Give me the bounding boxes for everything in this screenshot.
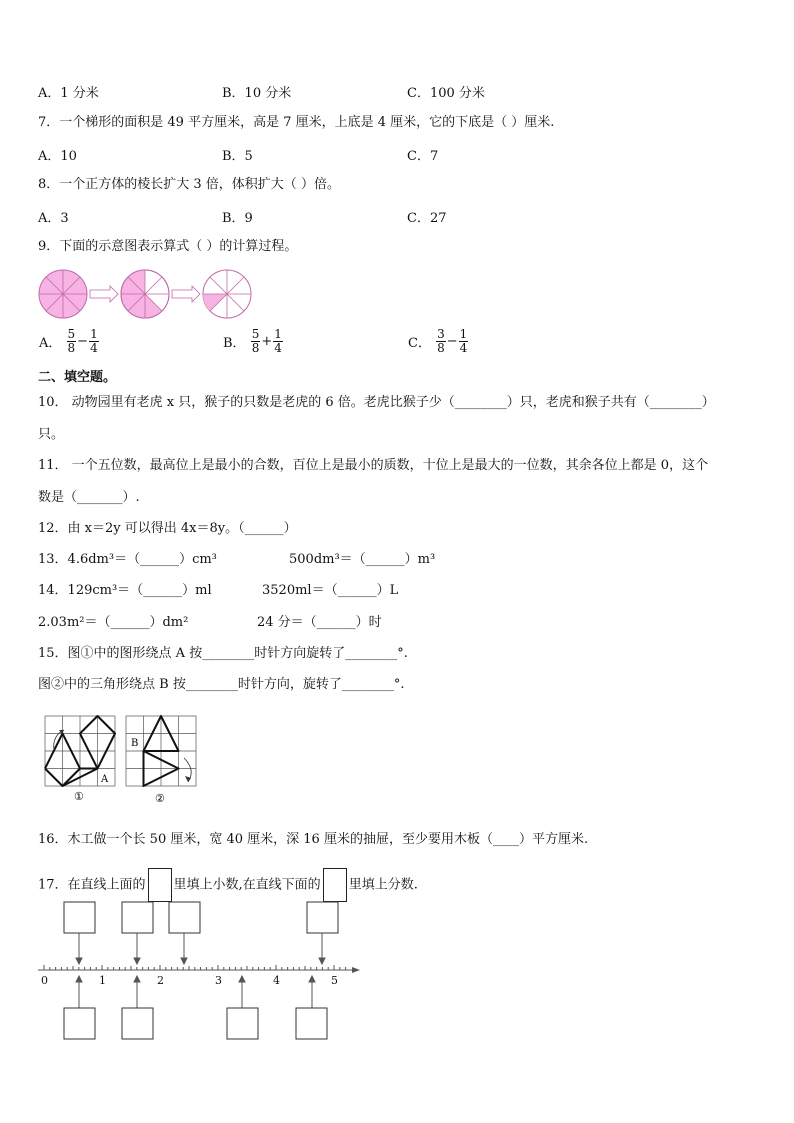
fraction-answer-box[interactable] <box>227 1008 258 1039</box>
q7-question: 7．一个梯形的面积是 49 平方厘米，高是 7 厘米，上底是 4 厘米，它的下底是（ ）厘米. <box>38 115 555 130</box>
q9-option-c <box>407 328 468 355</box>
grid-figure-2 <box>126 716 196 805</box>
q14b-right: 24 分＝（______）时 <box>257 615 382 630</box>
q9-question: 9．下面的示意图表示算式（ ）的计算过程。 <box>38 239 298 254</box>
q11-line1: 11． 一个五位数，最高位上是最小的合数，百位上是最小的质数，十位上是最大的一位数，其余各位上都是 0，这个 <box>38 458 709 473</box>
fraction <box>459 328 469 355</box>
operator: − <box>446 334 458 349</box>
fraction-numerator: 5 <box>251 327 260 341</box>
q11-line2: 数是（_______）. <box>38 490 140 505</box>
point-a-label: A <box>101 774 109 785</box>
decimal-answer-box[interactable] <box>169 902 200 933</box>
q9-option-b-label: B． <box>223 336 246 351</box>
fraction-numerator: 1 <box>90 327 98 341</box>
q7-option-b: B．5 <box>222 149 253 164</box>
q9-option-a <box>38 328 99 355</box>
q13-right: 500dm³＝（______）m³ <box>289 552 436 567</box>
q12-question: 12．由 x＝2y 可以得出 4x＝8y。（______） <box>38 521 297 536</box>
q9-option-c-label: C． <box>408 336 431 351</box>
q14b-left: 2.03m²＝（______）dm² <box>38 615 189 630</box>
fraction <box>67 328 77 355</box>
q8-option-c: C．27 <box>407 211 447 226</box>
fraction-answer-box[interactable] <box>64 1008 95 1039</box>
operator: − <box>77 334 89 349</box>
decimal-answer-box[interactable] <box>122 902 153 933</box>
fraction-denominator: 4 <box>274 341 282 355</box>
tick-label-4: 4 <box>273 974 280 987</box>
fraction <box>273 328 283 355</box>
fraction-denominator: 8 <box>67 341 76 355</box>
q10-line2: 只。 <box>38 427 65 442</box>
arrow-right-icon <box>90 286 118 302</box>
q15-line1: 15．图①中的图形绕点 A 按________时针方向旋转了________°. <box>38 646 408 661</box>
fraction-denominator: 8 <box>251 341 260 355</box>
pie-diagram <box>38 268 258 324</box>
fraction <box>251 328 261 355</box>
point-b-label: B <box>131 738 139 749</box>
q14-right: 3520ml＝（______）L <box>262 583 399 598</box>
fraction-numerator: 1 <box>459 327 468 341</box>
fraction-numerator: 1 <box>274 327 282 341</box>
q9-option-a-label: A． <box>39 336 62 351</box>
fraction-numerator: 5 <box>67 327 76 341</box>
number-line <box>30 896 370 1046</box>
tick-label-1: 1 <box>99 974 106 987</box>
fraction-denominator: 4 <box>90 341 98 355</box>
q13-left: 13．4.6dm³＝（______）cm³ <box>38 552 217 567</box>
q8-option-a: A．3 <box>38 211 69 226</box>
q6-option-c: C．100 分米 <box>407 86 485 101</box>
tick-label-5: 5 <box>331 974 338 987</box>
q17-part1: 17．在直线上面的 <box>38 877 146 893</box>
q9-option-b <box>222 328 283 355</box>
fraction-answer-box[interactable] <box>122 1008 153 1039</box>
q7-option-c: C．7 <box>407 149 439 164</box>
q16-question: 16．木工做一个长 50 厘米，宽 40 厘米，深 16 厘米的抽屉，至少要用木板（____）平方厘米. <box>38 832 589 847</box>
decimal-answer-box[interactable] <box>307 902 338 933</box>
rotation-figures <box>38 712 208 806</box>
q17-part2: 里填上小数,在直线下面的 <box>173 877 321 893</box>
q14-left: 14．129cm³＝（______）ml <box>38 583 212 598</box>
fraction-denominator: 4 <box>459 341 468 355</box>
tick-label-2: 2 <box>157 974 164 987</box>
arrow-right-icon <box>172 286 200 302</box>
fraction-denominator: 8 <box>437 341 445 355</box>
q6-option-a: A．1 分米 <box>38 86 99 101</box>
q17-part3: 里填上分数. <box>348 877 418 893</box>
q8-question: 8．一个正方体的棱长扩大 3 倍，体积扩大（ ）倍。 <box>38 177 340 192</box>
pie-full-icon <box>39 270 87 318</box>
tick-label-0: 0 <box>41 974 48 987</box>
q15-line2: 图②中的三角形绕点 B 按________时针方向，旋转了________°. <box>38 677 405 692</box>
operator: + <box>261 334 273 349</box>
figure-2-label: ② <box>155 792 165 805</box>
pie-partial-icon <box>121 270 169 318</box>
q7-option-a: A．10 <box>38 149 77 164</box>
tick-label-3: 3 <box>215 974 222 987</box>
section-title: 二、填空题。 <box>38 370 117 385</box>
fraction-numerator: 3 <box>437 327 445 341</box>
fraction-answer-box[interactable] <box>296 1008 327 1039</box>
fraction <box>89 328 99 355</box>
q8-option-b: B．9 <box>222 211 253 226</box>
decimal-answer-box[interactable] <box>64 902 95 933</box>
q10-line1: 10． 动物园里有老虎 x 只，猴子的只数是老虎的 6 倍。老虎比猴子少（________）只，老虎和猴子共有（________） <box>38 395 715 410</box>
axis-arrow-icon <box>352 967 360 973</box>
grid-figure-1 <box>45 716 115 803</box>
figure-1-label: ① <box>74 790 84 803</box>
fraction <box>436 328 446 355</box>
pie-result-icon <box>203 270 251 318</box>
q6-option-b: B．10 分米 <box>222 86 292 101</box>
